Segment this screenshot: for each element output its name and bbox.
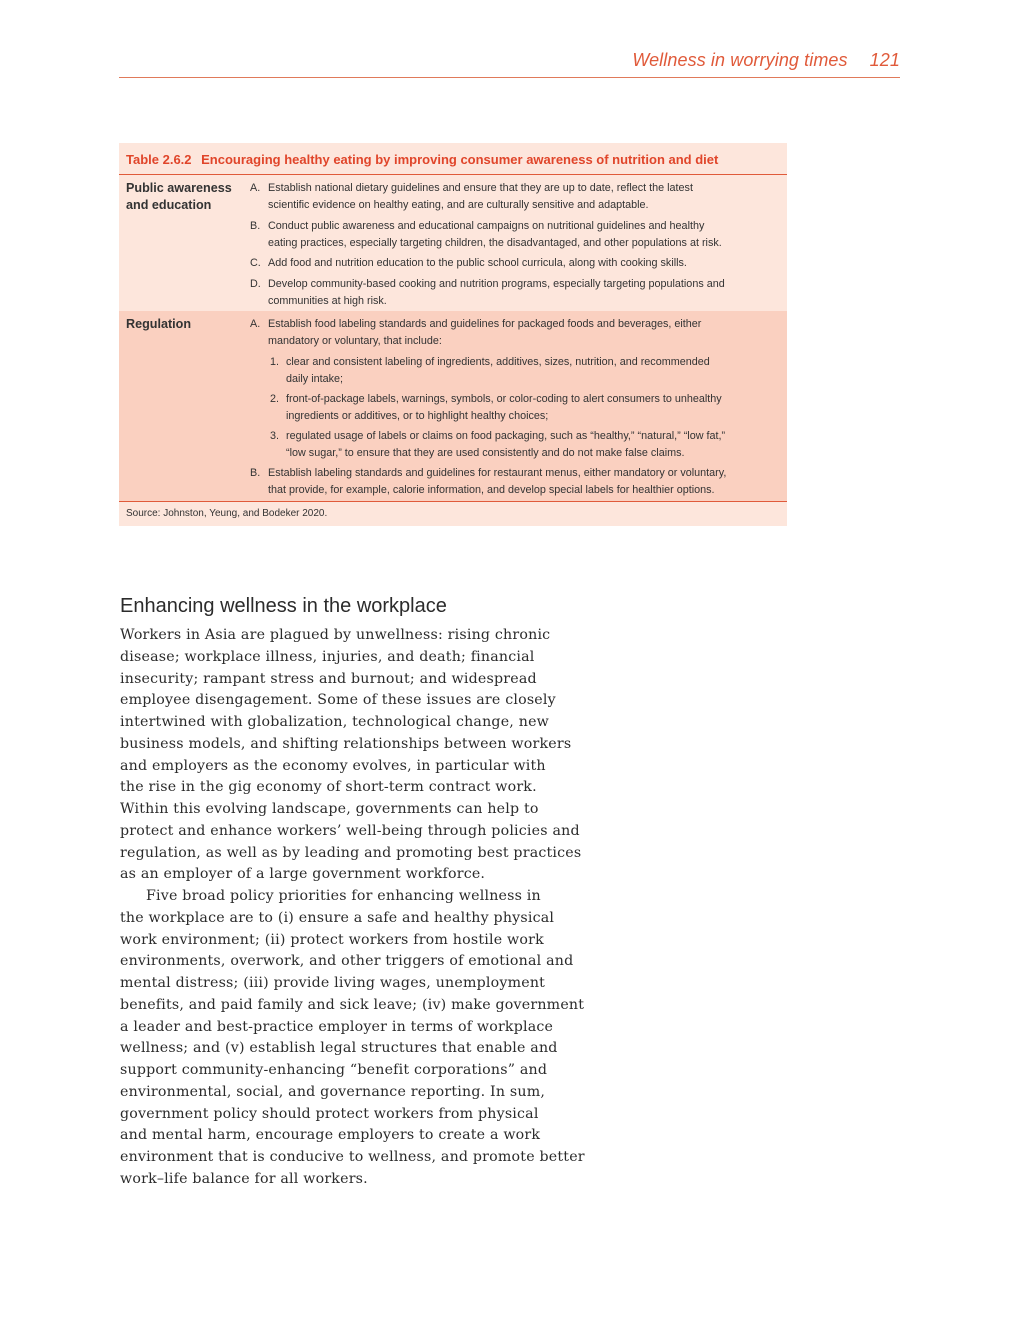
- section-label: Regulation: [126, 317, 192, 331]
- running-header: [119, 50, 900, 78]
- list-item: B. Establish labeling standards and guidelines for restaurant menus, either mandatory or voluntary, that provide, for example, calorie information, and develop special labels for healthier options.: [250, 466, 727, 496]
- running-title: Wellness in worrying times: [632, 50, 848, 70]
- page-number: 121: [869, 50, 900, 70]
- paragraph: Workers in Asia are plagued by unwellness: rising chronic disease; workplace illness, injuries, and death; financial insecurity; rampant stress and burnout; and widespread employee disengagement. Some of these issues are closely intertwined with globalization, technological change, new business models, and shifting relationships between workers and employers as the economy evolves, in particular with the rise in the gig economy of short-term contract work. Within this evolving landscape, governments can help to protect and enhance workers’ well-being through policies and regulation, as well as by leading and promoting best practices as an employer of a large government workforce.: [120, 627, 582, 883]
- list-item: B. Conduct public awareness and educational campaigns on nutritional guidelines and healthy eating practices, especially targeting children, the disadvantaged, and other populations at risk.: [250, 219, 722, 249]
- table-section-regulation: [119, 311, 787, 502]
- sub-list-item: 1. clear and consistent labeling of ingredients, additives, sizes, nutrition, and recommended daily intake;: [270, 355, 710, 385]
- section-heading: Enhancing wellness in the workplace: [120, 595, 447, 617]
- sub-list-item: 3. regulated usage of labels or claims on food packaging, such as “healthy,” “natural,” “low fat,” “low sugar,” to ensure that they are used consistently and do not make false claims.: [270, 429, 726, 459]
- table-number: Table 2.6.2: [126, 152, 192, 167]
- table-section-public-awareness: [119, 175, 787, 311]
- list-item: C. Add food and nutrition education to the public school curricula, along with cooking skills.: [250, 257, 687, 269]
- table-source: Source: Johnston, Yeung, and Bodeker 2020.: [119, 502, 787, 526]
- table-caption: Encouraging healthy eating by improving consumer awareness of nutrition and diet: [201, 152, 719, 167]
- table-title: [119, 143, 787, 175]
- list-item: A. Establish national dietary guidelines and ensure that they are up to date, reflect the latest scientific evidence on healthy eating, and are culturally sensitive and adaptable.: [250, 182, 693, 211]
- list-item: D. Develop community-based cooking and nutrition programs, especially targeting populations and communities at high risk.: [250, 277, 725, 307]
- list-item: A. Establish food labeling standards and guidelines for packaged foods and beverages, either mandatory or voluntary, that include:: [250, 318, 702, 347]
- section-label: Public awareness and education: [126, 181, 232, 212]
- table-2-6-2: [119, 143, 787, 526]
- sub-list-item: 2. front-of-package labels, warnings, symbols, or color-coding to alert consumers to unhealthy ingredients or additives, or to highlight healthy choices;: [270, 392, 722, 422]
- paragraph: Five broad policy priorities for enhancing wellness in the workplace are to (i) ensure a safe and healthy physical work environment; (ii) protect workers from hostile work environments, overwork, and other triggers of emotional and mental distress; (iii) provide living wages, unemployment benefits, and paid family and sick leave; (iv) make government a leader and best-practice employer in terms of workplace wellness; and (v) establish legal structures that enable and support community-enhancing “benefit corporations” and environmental, social, and governance reporting. In sum, government policy should protect workers from physical and mental harm, encourage employers to create a work environment that is conducive to wellness, and promote better work–life balance for all workers.: [120, 888, 585, 1187]
- body-text: [120, 625, 585, 1191]
